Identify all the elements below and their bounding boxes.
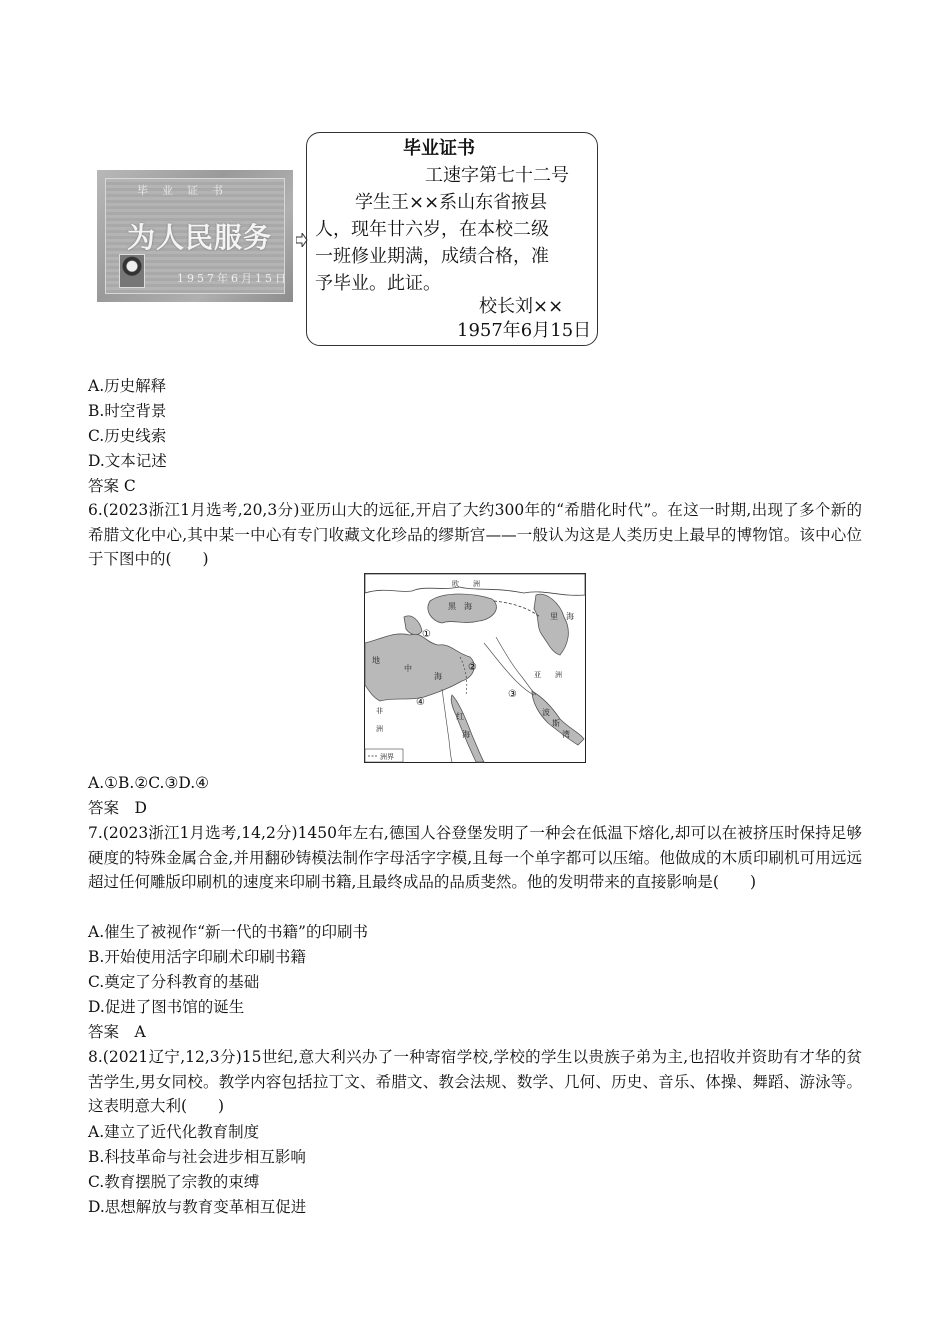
map-label-mediterranean: 海 (434, 672, 442, 681)
map-label-africa: 非 (376, 707, 383, 715)
q5-option-b: B.时空背景 (88, 402, 167, 420)
q5-option-a: A.历史解释 (88, 377, 167, 395)
q5-answer: 答案 C (88, 477, 136, 495)
q8-option-a: A.建立了近代化教育制度 (88, 1123, 260, 1141)
certificate-signature: 校长刘×× (479, 296, 564, 317)
map-label-red-sea: 海 (462, 730, 470, 739)
map-label-caspian: 里 海 (550, 612, 574, 621)
map-label-mediterranean: 地 (372, 656, 380, 665)
certificate-title: 毕业证书 (403, 138, 475, 159)
map-marker-3: ③ (508, 689, 517, 700)
map-label-asia: 亚 洲 (534, 671, 562, 679)
q7-stem: 7.(2023浙江1月选考,14,2分)1450年左右,德国人谷登堡发明了一种会在低温下熔化,却可以在被挤压时保持足够硬度的特殊金属合金,并用翻砂铸模法制作字母活字字模,且每一个单字都可以压缩。他做成的木质印刷机可用远远超过任何雕版印刷机的速度来印刷书籍,且最终成品的品质斐然。他的发明带来的直接影响是( ) (88, 824, 862, 891)
q8-option-b: B.科技革命与社会进步相互影响 (88, 1148, 306, 1166)
certificate-transcription (306, 132, 598, 346)
portrait-photo (119, 254, 145, 288)
certificate-body-line: 学生王××系山东省掖县 (355, 192, 548, 213)
q6-answer: 答案 D (88, 799, 147, 817)
q7-option-d: D.促进了图书馆的诞生 (88, 998, 245, 1016)
map-marker-4: ④ (416, 697, 425, 708)
photo-date: 1957年6月15日 (177, 272, 289, 285)
q8-option-d: D.思想解放与教育变革相互促进 (88, 1198, 307, 1216)
map-label-persian-gulf: 湾 (562, 730, 570, 739)
q7-option-a: A.催生了被视作“新一代的书籍”的印刷书 (88, 923, 368, 941)
q7-option-c: C.奠定了分科教育的基础 (88, 973, 260, 991)
q8-option-c: C.教育摆脱了宗教的束缚 (88, 1173, 260, 1191)
q5-option-c: C.历史线索 (88, 427, 167, 445)
map-label-africa: 洲 (376, 725, 383, 733)
photo-watermark: 为人民服务 (127, 221, 273, 254)
q7-option-b: B.开始使用活字印刷术印刷书籍 (88, 948, 306, 966)
map-label-persian-gulf: 波 (542, 708, 550, 717)
certificate-body-line: 人，现年廿六岁，在本校二级 (315, 219, 549, 240)
q5-option-d: D.文本记述 (88, 452, 167, 470)
q6-stem: 6.(2023浙江1月选考,20,3分)亚历山大的远征,开启了大约300年的“希腊化时代”。在这一时期,出现了多个新的希腊文化中心,其中某一中心有专门收藏文化珍品的缪斯宫——一般认为这是人类历史上最早的博物馆。该中心位于下图中的( ) (88, 501, 862, 568)
hellenistic-map (364, 573, 586, 763)
map-marker-2: ② (468, 662, 477, 673)
certificate-date: 1957年6月15日 (457, 320, 592, 341)
map-label-red-sea: 红 (456, 712, 464, 721)
certificate-body-line: 予毕业。此证。 (315, 273, 441, 294)
map-label-europe: 欧 洲 (452, 580, 480, 588)
map-label-mediterranean: 中 (404, 664, 412, 673)
map-label-persian-gulf: 斯 (552, 719, 560, 728)
q6-options: A.①B.②C.③D.④ (88, 774, 210, 792)
q7-answer: 答案 A (88, 1023, 146, 1041)
certificate-serial: 工速字第七十二号 (425, 165, 569, 186)
certificate-body-line: 一班修业期满，成绩合格，准 (315, 246, 549, 267)
q8-stem: 8.(2021辽宁,12,3分)15世纪,意大利兴办了一种寄宿学校,学校的学生以贵族子弟为主,也招收并资助有才华的贫苦学生,男女同校。教学内容包括拉丁文、希腊文、教会法规、数学、几何、历史、音乐、体操、舞蹈、游泳等。这表明意大利( ) (88, 1048, 862, 1115)
map-marker-1: ① (422, 629, 431, 640)
certificate-photo (97, 170, 293, 302)
map-label-black-sea: 黑 海 (448, 602, 472, 611)
photo-title: 毕业证书 (137, 184, 237, 197)
map-legend: 洲界 (380, 753, 394, 761)
